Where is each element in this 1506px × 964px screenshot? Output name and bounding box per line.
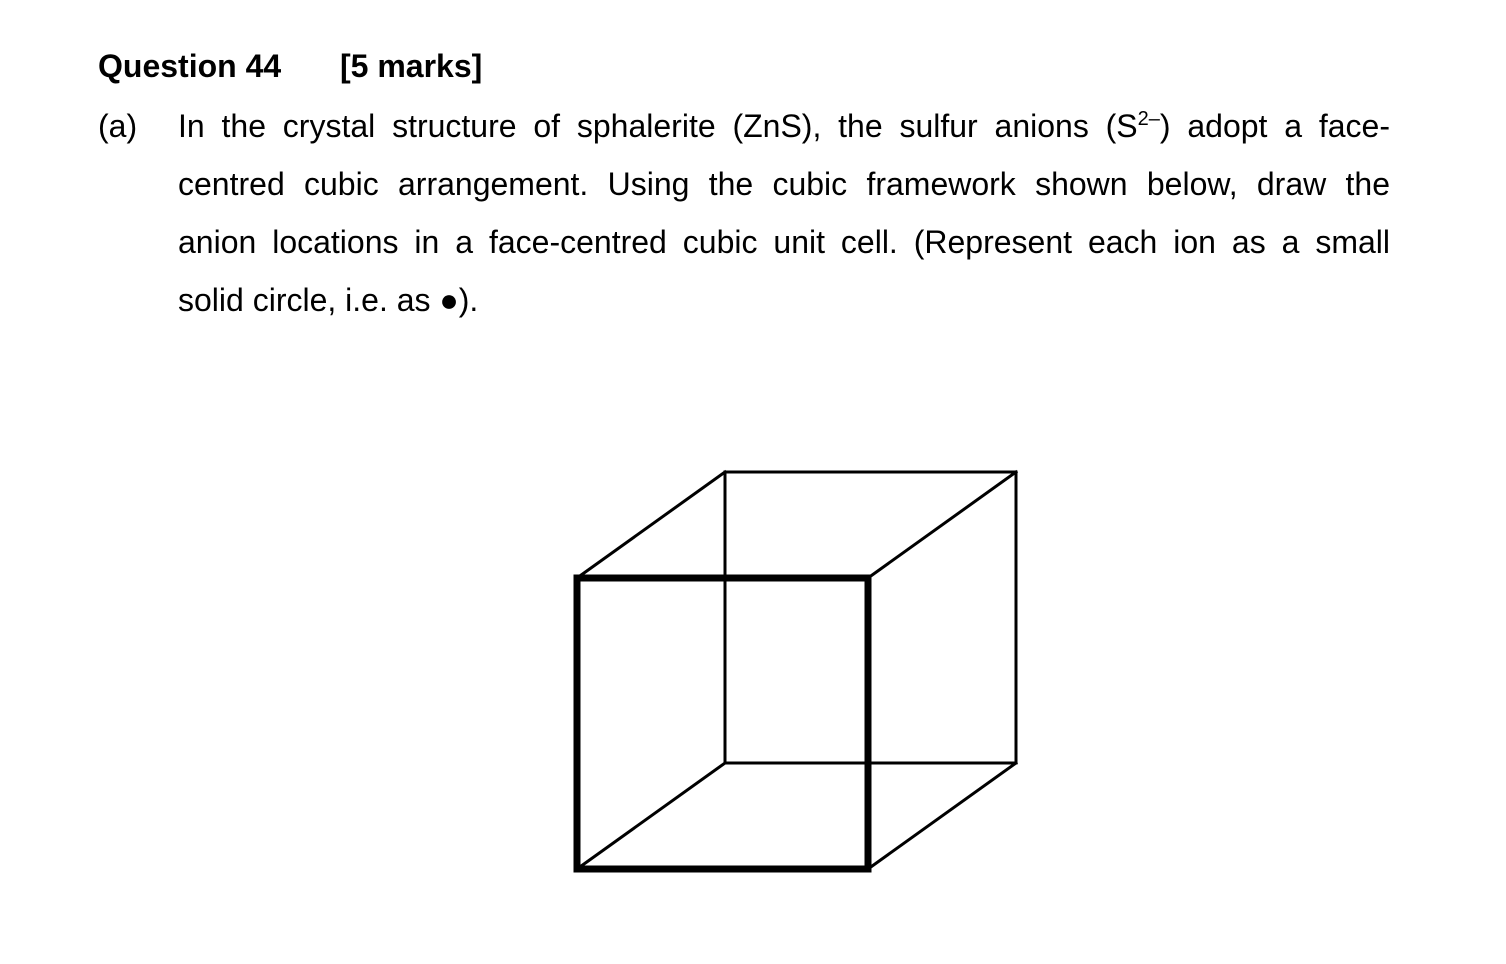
question-title: Question 44 — [98, 48, 282, 84]
question-line-2: centred cubic arrangement. Using the cubic framework shown below, draw the — [178, 166, 1390, 202]
part-a-question-text — [178, 106, 1390, 338]
question-heading — [98, 46, 483, 86]
part-a-label: (a) — [98, 108, 138, 144]
cube-edge-top-left — [577, 472, 725, 578]
question-line-1-start: In the crystal structure of sphalerite (ZnS), the sulfur anions (S — [178, 108, 1138, 144]
cube-front-face — [577, 578, 868, 869]
charge-superscript: 2– — [1137, 108, 1160, 130]
cube-edge-bottom-left — [577, 763, 725, 869]
cubic-framework-diagram — [560, 460, 1030, 880]
question-line-4: solid circle, i.e. as ●). — [178, 282, 479, 318]
cube-edge-top-right — [868, 472, 1016, 578]
question-marks: [5 marks] — [340, 48, 483, 84]
question-line-3: anion locations in a face-centred cubic unit cell. (Represent each ion as a small — [178, 224, 1390, 260]
question-line-1 — [178, 106, 1390, 164]
question-line-1-end: ) adopt a face- — [1159, 108, 1391, 144]
cube-edge-bottom-right — [868, 763, 1016, 869]
